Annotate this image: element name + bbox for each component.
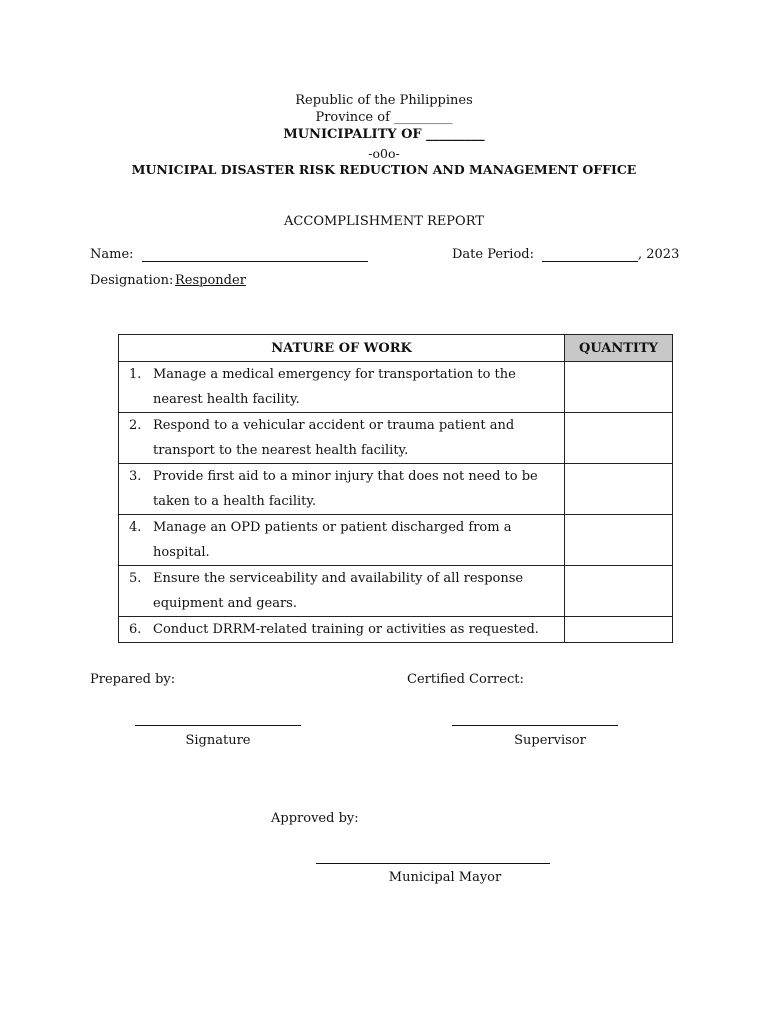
header-separator: -o0o-: [368, 146, 400, 161]
name-label: Name:: [90, 247, 134, 262]
date-year: , 2023: [638, 247, 680, 262]
work-item: [119, 515, 565, 566]
designation-value: Responder: [175, 273, 246, 288]
work-item: [119, 464, 565, 515]
name-field[interactable]: [142, 261, 368, 262]
table-row: [119, 413, 673, 464]
item-number: 5.: [129, 571, 142, 586]
work-table: [118, 334, 673, 643]
table-header-row: [119, 335, 673, 362]
designation-label: Designation:: [90, 273, 174, 288]
header-municipality: MUNICIPALITY OF _________: [283, 127, 485, 142]
table-row: [119, 617, 673, 643]
date-period-field[interactable]: [542, 261, 638, 262]
table-row: [119, 362, 673, 413]
item-text: Provide first aid to a minor injury that does not need to be taken to a health facility.: [153, 469, 538, 509]
header-province: Province of _________: [315, 110, 453, 125]
work-item: [119, 413, 565, 464]
approved-by-label: Approved by:: [271, 811, 359, 826]
date-period-label: Date Period:: [452, 247, 534, 262]
supervisor-caption: Supervisor: [514, 733, 586, 748]
quantity-cell[interactable]: [565, 413, 673, 464]
work-item: [119, 566, 565, 617]
header-republic: Republic of the Philippines: [295, 93, 473, 108]
quantity-cell[interactable]: [565, 566, 673, 617]
quantity-cell[interactable]: [565, 362, 673, 413]
supervisor-line[interactable]: [452, 725, 618, 726]
certified-correct-label: Certified Correct:: [407, 672, 524, 687]
signature-line[interactable]: [135, 725, 301, 726]
item-number: 6.: [129, 622, 142, 637]
item-number: 4.: [129, 520, 142, 535]
mayor-signature-line[interactable]: [316, 863, 550, 864]
signature-caption: Signature: [185, 733, 251, 748]
quantity-cell[interactable]: [565, 464, 673, 515]
col-nature-of-work: NATURE OF WORK: [119, 335, 565, 362]
table-row: [119, 464, 673, 515]
item-number: 3.: [129, 469, 142, 484]
table-row: [119, 566, 673, 617]
item-text: Respond to a vehicular accident or trauma patient and transport to the nearest health facility.: [153, 418, 515, 458]
item-number: 2.: [129, 418, 142, 433]
report-title: ACCOMPLISHMENT REPORT: [284, 214, 484, 229]
item-text: Manage an OPD patients or patient discharged from a hospital.: [153, 520, 512, 560]
header-office: MUNICIPAL DISASTER RISK REDUCTION AND MANAGEMENT OFFICE: [131, 162, 637, 177]
quantity-cell[interactable]: [565, 515, 673, 566]
work-item: [119, 362, 565, 413]
prepared-by-label: Prepared by:: [90, 672, 176, 687]
work-item: [119, 617, 565, 643]
mayor-caption: Municipal Mayor: [388, 870, 502, 885]
item-number: 1.: [129, 367, 142, 382]
quantity-cell[interactable]: [565, 617, 673, 643]
table-row: [119, 515, 673, 566]
item-text: Ensure the serviceability and availability of all response equipment and gears.: [153, 571, 524, 611]
col-quantity: QUANTITY: [565, 335, 673, 362]
item-text: Manage a medical emergency for transportation to the nearest health facility.: [153, 367, 516, 407]
item-text: Conduct DRRM-related training or activities as requested.: [153, 622, 539, 637]
